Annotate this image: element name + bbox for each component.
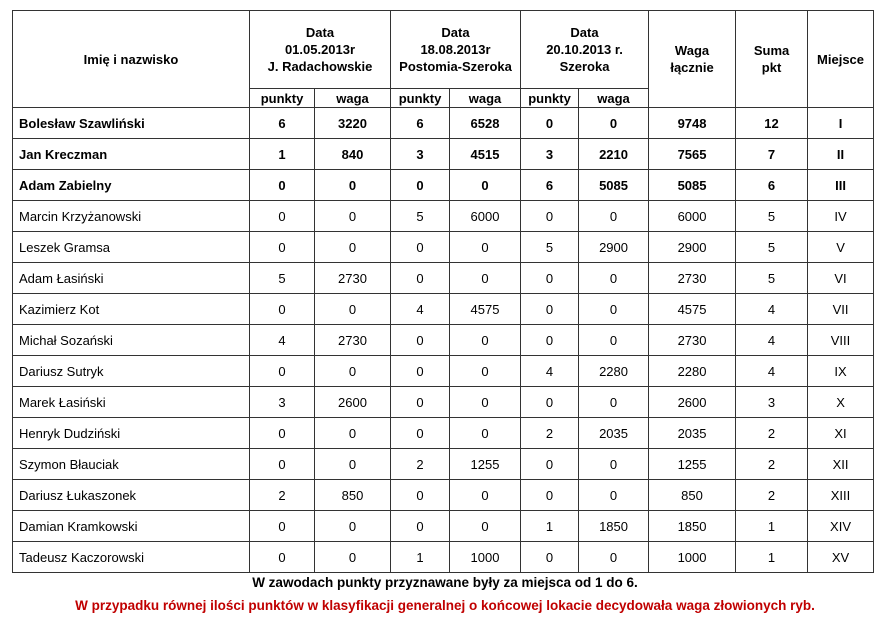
cell-w2: 0 <box>450 263 521 294</box>
cell-sum: 6 <box>736 170 808 201</box>
cell-p3: 0 <box>521 542 579 573</box>
cell-p1: 3 <box>250 387 315 418</box>
cell-place: X <box>808 387 874 418</box>
cell-w2: 0 <box>450 511 521 542</box>
table-row <box>13 139 874 170</box>
cell-w2: 1000 <box>450 542 521 573</box>
cell-sum: 5 <box>736 201 808 232</box>
table-row <box>13 449 874 480</box>
cell-p2: 0 <box>391 232 450 263</box>
cell-place: I <box>808 108 874 139</box>
cell-p3: 2 <box>521 418 579 449</box>
cell-name: Henryk Dudziński <box>13 418 250 449</box>
cell-w3: 0 <box>579 325 649 356</box>
cell-p2: 1 <box>391 542 450 573</box>
cell-w2: 4575 <box>450 294 521 325</box>
cell-place: III <box>808 170 874 201</box>
cell-w1: 850 <box>315 480 391 511</box>
cell-place: VIII <box>808 325 874 356</box>
cell-total: 1850 <box>649 511 736 542</box>
cell-p1: 0 <box>250 511 315 542</box>
cell-w1: 2730 <box>315 325 391 356</box>
cell-w2: 0 <box>450 232 521 263</box>
cell-p3: 5 <box>521 232 579 263</box>
cell-p2: 2 <box>391 449 450 480</box>
cell-w3: 0 <box>579 201 649 232</box>
cell-p1: 6 <box>250 108 315 139</box>
cell-name: Kazimierz Kot <box>13 294 250 325</box>
cell-p2: 4 <box>391 294 450 325</box>
cell-p2: 6 <box>391 108 450 139</box>
cell-name: Dariusz Łukaszonek <box>13 480 250 511</box>
cell-w3: 5085 <box>579 170 649 201</box>
cell-total: 7565 <box>649 139 736 170</box>
cell-sum: 4 <box>736 294 808 325</box>
cell-w2: 0 <box>450 170 521 201</box>
cell-p1: 0 <box>250 356 315 387</box>
cell-sum: 1 <box>736 511 808 542</box>
cell-total: 4575 <box>649 294 736 325</box>
cell-total: 2600 <box>649 387 736 418</box>
cell-sum: 12 <box>736 108 808 139</box>
table-row <box>13 511 874 542</box>
tiebreak-note: W przypadku równej ilości punktów w klasyfikacji generalnej o końcowej lokacie decydowała waga złowionych ryb. <box>75 598 815 613</box>
table-row <box>13 418 874 449</box>
cell-name: Marek Łasiński <box>13 387 250 418</box>
cell-p1: 0 <box>250 294 315 325</box>
cell-p3: 0 <box>521 387 579 418</box>
table-row <box>13 542 874 573</box>
cell-place: XIV <box>808 511 874 542</box>
table-row <box>13 201 874 232</box>
cell-p3: 4 <box>521 356 579 387</box>
cell-name: Tadeusz Kaczorowski <box>13 542 250 573</box>
cell-p2: 0 <box>391 511 450 542</box>
cell-sum: 2 <box>736 480 808 511</box>
header-points: punkty <box>391 89 450 108</box>
cell-place: XIII <box>808 480 874 511</box>
header-name: Imię i nazwisko <box>13 11 250 108</box>
cell-total: 9748 <box>649 108 736 139</box>
cell-p2: 0 <box>391 418 450 449</box>
cell-total: 2035 <box>649 418 736 449</box>
cell-p2: 3 <box>391 139 450 170</box>
cell-w3: 0 <box>579 449 649 480</box>
cell-w1: 2600 <box>315 387 391 418</box>
header-weight: waga <box>579 89 649 108</box>
cell-w3: 0 <box>579 480 649 511</box>
cell-place: VI <box>808 263 874 294</box>
cell-total: 2280 <box>649 356 736 387</box>
cell-w1: 2730 <box>315 263 391 294</box>
cell-w1: 0 <box>315 294 391 325</box>
cell-name: Damian Kramkowski <box>13 511 250 542</box>
cell-w2: 0 <box>450 325 521 356</box>
cell-place: XI <box>808 418 874 449</box>
table-row <box>13 294 874 325</box>
cell-w1: 0 <box>315 232 391 263</box>
cell-p3: 1 <box>521 511 579 542</box>
cell-p3: 0 <box>521 201 579 232</box>
cell-name: Jan Kreczman <box>13 139 250 170</box>
table-row <box>13 387 874 418</box>
cell-p1: 0 <box>250 170 315 201</box>
cell-p2: 0 <box>391 263 450 294</box>
cell-total: 1255 <box>649 449 736 480</box>
table-row <box>13 356 874 387</box>
cell-w3: 2210 <box>579 139 649 170</box>
cell-name: Bolesław Szawliński <box>13 108 250 139</box>
table-row <box>13 263 874 294</box>
cell-name: Adam Łasiński <box>13 263 250 294</box>
cell-w1: 3220 <box>315 108 391 139</box>
cell-w1: 840 <box>315 139 391 170</box>
table-row <box>13 480 874 511</box>
cell-total: 2900 <box>649 232 736 263</box>
cell-w3: 0 <box>579 542 649 573</box>
cell-w3: 2035 <box>579 418 649 449</box>
cell-sum: 3 <box>736 387 808 418</box>
header-points: punkty <box>521 89 579 108</box>
cell-sum: 1 <box>736 542 808 573</box>
cell-place: II <box>808 139 874 170</box>
header-weight: waga <box>450 89 521 108</box>
table-row <box>13 325 874 356</box>
cell-p1: 0 <box>250 232 315 263</box>
cell-total: 850 <box>649 480 736 511</box>
cell-p2: 0 <box>391 480 450 511</box>
cell-p2: 0 <box>391 387 450 418</box>
cell-name: Dariusz Sutryk <box>13 356 250 387</box>
cell-p2: 0 <box>391 170 450 201</box>
cell-place: XII <box>808 449 874 480</box>
cell-w3: 0 <box>579 294 649 325</box>
cell-p2: 0 <box>391 356 450 387</box>
cell-w3: 1850 <box>579 511 649 542</box>
cell-place: V <box>808 232 874 263</box>
cell-w1: 0 <box>315 418 391 449</box>
header-event-1: Data 01.05.2013r J. Radachowskie <box>250 11 391 89</box>
cell-sum: 2 <box>736 418 808 449</box>
cell-p2: 0 <box>391 325 450 356</box>
cell-p3: 0 <box>521 325 579 356</box>
results-table <box>12 10 874 573</box>
header-event-2: Data 18.08.2013r Postomia-Szeroka <box>391 11 521 89</box>
cell-name: Adam Zabielny <box>13 170 250 201</box>
cell-w2: 1255 <box>450 449 521 480</box>
cell-name: Marcin Krzyżanowski <box>13 201 250 232</box>
table-row <box>13 170 874 201</box>
cell-w3: 0 <box>579 387 649 418</box>
cell-place: IV <box>808 201 874 232</box>
cell-p3: 0 <box>521 263 579 294</box>
cell-w1: 0 <box>315 201 391 232</box>
cell-p1: 1 <box>250 139 315 170</box>
cell-w3: 2900 <box>579 232 649 263</box>
cell-w1: 0 <box>315 542 391 573</box>
cell-w1: 0 <box>315 170 391 201</box>
cell-w2: 6000 <box>450 201 521 232</box>
cell-p1: 4 <box>250 325 315 356</box>
cell-sum: 4 <box>736 325 808 356</box>
cell-w3: 2280 <box>579 356 649 387</box>
cell-w2: 6528 <box>450 108 521 139</box>
cell-p1: 2 <box>250 480 315 511</box>
cell-name: Szymon Błauciak <box>13 449 250 480</box>
cell-total: 6000 <box>649 201 736 232</box>
cell-total: 5085 <box>649 170 736 201</box>
cell-p1: 0 <box>250 418 315 449</box>
header-place: Miejsce <box>808 11 874 108</box>
cell-p2: 5 <box>391 201 450 232</box>
table-row <box>13 108 874 139</box>
cell-name: Michał Sozański <box>13 325 250 356</box>
cell-p3: 6 <box>521 170 579 201</box>
cell-place: VII <box>808 294 874 325</box>
cell-place: XV <box>808 542 874 573</box>
cell-p3: 0 <box>521 480 579 511</box>
cell-sum: 5 <box>736 232 808 263</box>
header-sum-points: Suma pkt <box>736 11 808 108</box>
table-row <box>13 232 874 263</box>
cell-w3: 0 <box>579 263 649 294</box>
cell-total: 2730 <box>649 263 736 294</box>
rule-note: W zawodach punkty przyznawane były za miejsca od 1 do 6. <box>252 575 638 590</box>
cell-p3: 0 <box>521 294 579 325</box>
cell-total: 2730 <box>649 325 736 356</box>
cell-w1: 0 <box>315 511 391 542</box>
cell-place: IX <box>808 356 874 387</box>
header-points: punkty <box>250 89 315 108</box>
cell-p3: 3 <box>521 139 579 170</box>
cell-name: Leszek Gramsa <box>13 232 250 263</box>
cell-p1: 0 <box>250 449 315 480</box>
header-event-3: Data 20.10.2013 r. Szeroka <box>521 11 649 89</box>
cell-w2: 0 <box>450 418 521 449</box>
cell-sum: 5 <box>736 263 808 294</box>
cell-w2: 4515 <box>450 139 521 170</box>
cell-sum: 2 <box>736 449 808 480</box>
cell-w1: 0 <box>315 356 391 387</box>
cell-w3: 0 <box>579 108 649 139</box>
cell-sum: 7 <box>736 139 808 170</box>
cell-w1: 0 <box>315 449 391 480</box>
cell-total: 1000 <box>649 542 736 573</box>
header-weight: waga <box>315 89 391 108</box>
cell-p3: 0 <box>521 449 579 480</box>
cell-p1: 0 <box>250 542 315 573</box>
cell-w2: 0 <box>450 480 521 511</box>
cell-p1: 5 <box>250 263 315 294</box>
cell-sum: 4 <box>736 356 808 387</box>
cell-w2: 0 <box>450 387 521 418</box>
header-total-weight: Waga łącznie <box>649 11 736 108</box>
cell-p3: 0 <box>521 108 579 139</box>
cell-p1: 0 <box>250 201 315 232</box>
cell-w2: 0 <box>450 356 521 387</box>
